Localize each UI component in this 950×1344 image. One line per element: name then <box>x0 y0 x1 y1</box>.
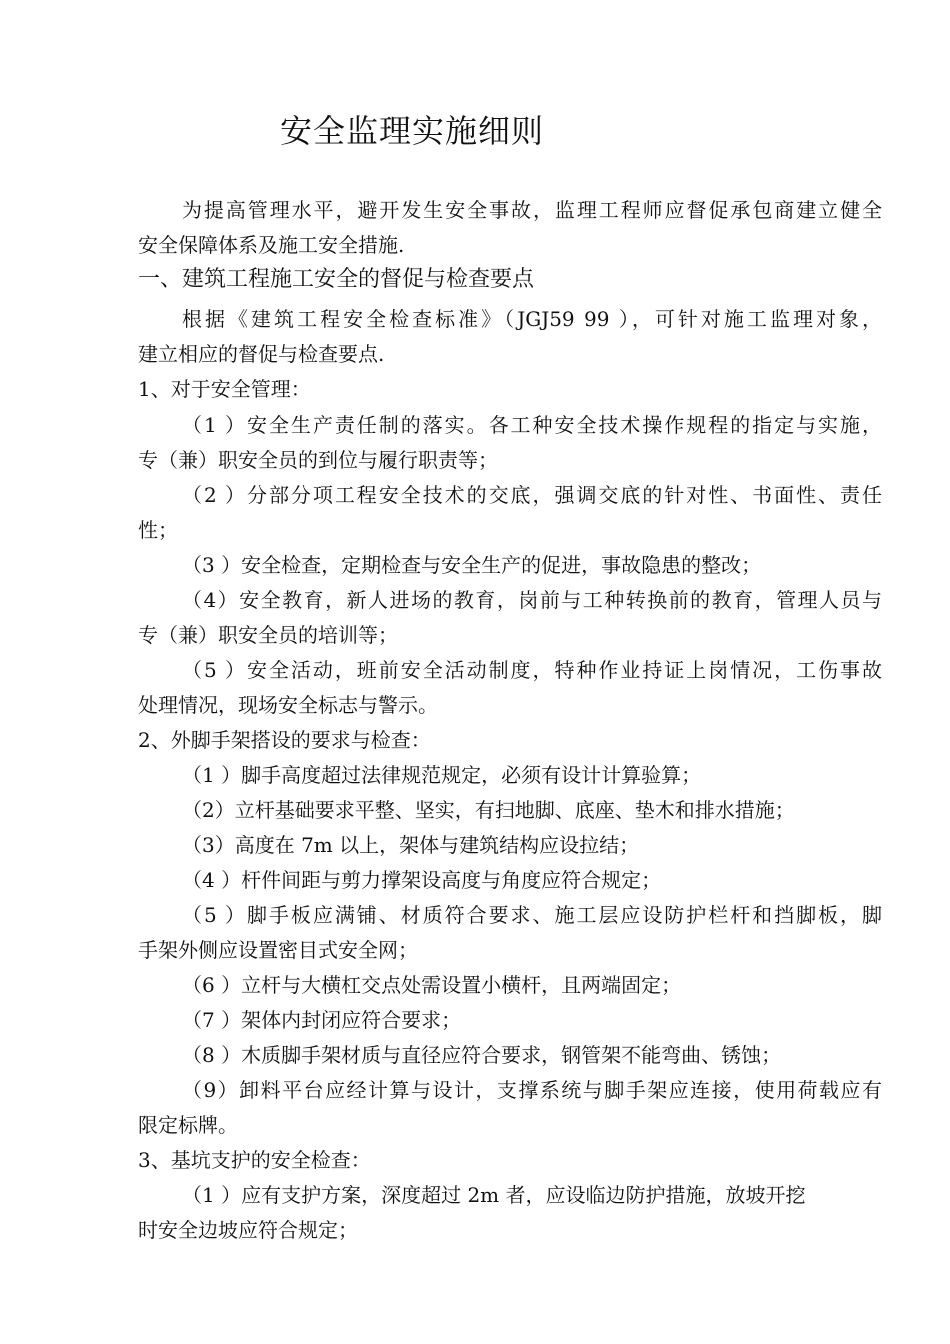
document-title: 安全监理实施细则 <box>280 112 545 150</box>
list-item-line: （4 ）杆件间距与剪力撑架设高度与角度应符合规定； <box>182 868 662 892</box>
subsection-heading-1: 1、对于安全管理： <box>138 377 311 401</box>
list-item-line: （2 ）分部分项工程安全技术的交底，强调交底的针对性、书面性、责任 <box>182 483 882 507</box>
list-item-line: （1 ）应有支护方案，深度超过 2m 者，应设临边防护措施，放坡开挖 <box>182 1183 806 1207</box>
list-item-line: （5 ）脚手板应满铺、材质符合要求、施工层应设防护栏杆和挡脚板，脚 <box>182 903 882 927</box>
list-item-line: （3）高度在 7m 以上，架体与建筑结构应设拉结； <box>182 833 640 857</box>
intro-line-2: 安全保障体系及施工安全措施. <box>138 233 405 257</box>
list-item-line: （3 ）安全检查，定期检查与安全生产的促进，事故隐患的整改； <box>182 553 762 577</box>
list-item-line: （6 ）立杆与大横杠交点处需设置小横杆，且两端固定； <box>182 973 682 997</box>
list-item-line: （9）卸料平台应经计算与设计，支撑系统与脚手架应连接，使用荷载应有 <box>182 1078 882 1102</box>
list-item-line: （7 ）架体内封闭应符合要求； <box>182 1008 462 1032</box>
list-item-line: 限定标牌。 <box>138 1113 238 1137</box>
subsection-heading-2: 2、外脚手架搭设的要求与检查： <box>138 728 431 752</box>
list-item-line: （5 ）安全活动，班前安全活动制度，特种作业持证上岗情况，工伤事故 <box>182 658 882 682</box>
list-item-line: 性； <box>138 518 178 542</box>
intro-line-1: 为提高管理水平，避开发生安全事故，监理工程师应督促承包商建立健全 <box>182 198 882 222</box>
list-item-line: （1 ）脚手高度超过法律规范规定，必须有设计计算验算； <box>182 763 702 787</box>
list-item-line: 时安全边坡应符合规定； <box>138 1218 358 1242</box>
list-item-line: （8 ）木质脚手架材质与直径应符合要求，钢管架不能弯曲、锈蚀； <box>182 1043 782 1067</box>
list-item-line: （1 ）安全生产责任制的落实。各工种安全技术操作规程的指定与实施， <box>182 413 882 437</box>
list-item-line: 专（兼）职安全员的培训等； <box>138 623 398 647</box>
list-item-line: 手架外侧应设置密目式安全网； <box>138 938 418 962</box>
section-1-para-line-2: 建立相应的督促与检查要点. <box>138 342 385 366</box>
list-item-line: 处理情况，现场安全标志与警示。 <box>138 693 438 717</box>
subsection-heading-3: 3、基坑支护的安全检查： <box>138 1148 371 1172</box>
list-item-line: （4）安全教育，新人进场的教育，岗前与工种转换前的教育，管理人员与 <box>182 588 882 612</box>
list-item-line: （2）立杆基础要求平整、坚实，有扫地脚、底座、垫木和排水措施； <box>182 798 795 822</box>
section-1-para-line-1: 根据《建筑工程安全检查标准》（JGJ59 99 ），可针对施工监理对象， <box>182 307 882 331</box>
list-item-line: 专（兼）职安全员的到位与履行职责等； <box>138 448 498 472</box>
section-heading-1: 一、建筑工程施工安全的督促与检查要点 <box>138 267 535 292</box>
